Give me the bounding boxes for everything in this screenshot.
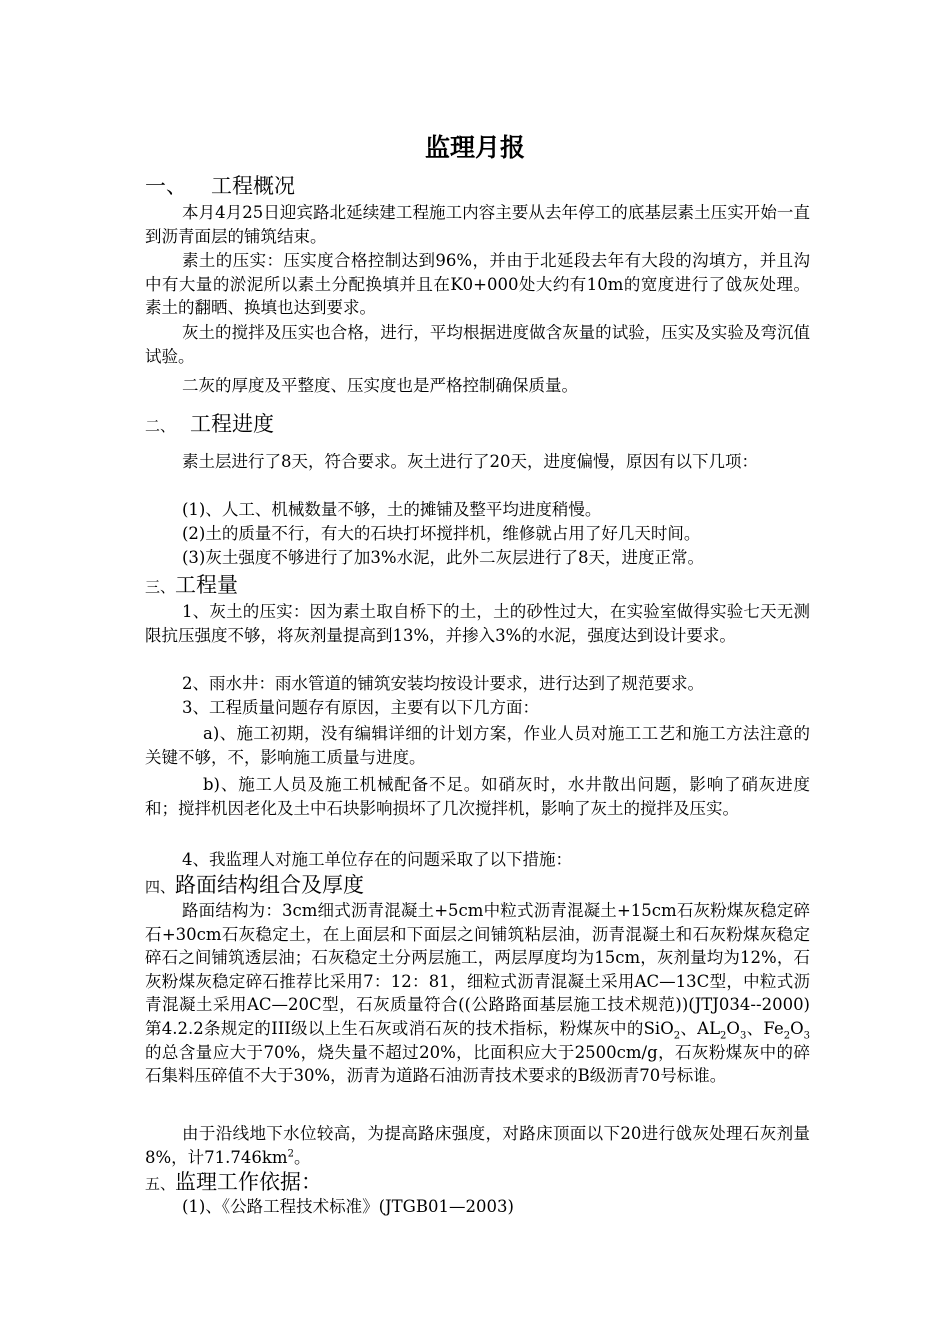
paragraph: 素土的压实：压实度合格控制达到96%，并由于北延段去年有大段的沟填方，并且沟中有大量的淤泥所以素土分配换填并且在K0+000处大约有10m的宽度进行了戗灰处理。素土的翻晒、换填也达到要求。 [145, 251, 810, 318]
paragraph: b)、施工人员及施工机械配备不足。如硝灰时，水井散出问题，影响了硝灰进度和；搅拌机因老化及土中石块影响损坏了几次搅拌机，影响了灰土的搅拌及压实。 [145, 775, 810, 818]
paragraph-groundwater [145, 1122, 810, 1169]
page-title: 监理月报 [424, 133, 525, 162]
paragraph: 4、我监理人对施工单位存在的问题采取了以下措施： [182, 850, 572, 869]
paragraph: 2、雨水井：雨水管道的铺筑安装均按设计要求，进行达到了规范要求。 [182, 674, 704, 693]
section-heading-2 [145, 410, 274, 440]
paragraph: 1、灰土的压实：因为素土取自桥下的土，土的砂性过大，在实验室做得实验七天无测限抗压强度不够，将灰剂量提高到13%，并掺入3%的水泥，强度达到设计要求。 [145, 602, 810, 645]
paragraph: 灰土的搅拌及压实也合格，进行，平均根据进度做含灰量的试验，压实及实验及弯沉值试验。 [145, 323, 810, 366]
section-number-4: 四、 [145, 878, 176, 896]
paragraph-pavement-structure [145, 899, 810, 1088]
section-title-1: 工程概况 [211, 174, 295, 198]
section-heading-4 [145, 871, 364, 901]
section-heading-3 [145, 571, 238, 601]
paragraph: 素土层进行了8天，符合要求。灰土进行了20天，进度偏慢，原因有以下几项： [182, 452, 758, 471]
section-title-4: 路面结构组合及厚度 [175, 873, 365, 897]
paragraph: 3、工程质量问题存有原因，主要有以下几方面： [182, 698, 539, 717]
list-item: (1)、人工、机械数量不够，土的摊铺及整平均进度稍慢。 [182, 500, 602, 519]
section-number-1: 一、 [145, 174, 187, 198]
section-title-2: 工程进度 [190, 412, 274, 436]
superscript: 2 [287, 1148, 294, 1160]
section-number-5: 五、 [145, 1175, 176, 1193]
section-title-5: 监理工作依据： [175, 1170, 323, 1194]
chem-formula: SiO$_2$、$AL_2O_3$、$Fe_2O_3$ [643, 1018, 810, 1042]
list-item: (3)灰土强度不够进行了加3%水泥，此外二灰层进行了8天，进度正常。 [182, 548, 705, 567]
paragraph: 二灰的厚度及平整度、压实度也是严格控制确保质量。 [182, 376, 578, 395]
section-number-2: 二、 [145, 417, 176, 435]
section-title-3: 工程量 [175, 573, 239, 597]
paragraph: a)、施工初期，没有编辑详细的计划方案，作业人员对施工工艺和施工方法注意的关键不够，不，影响施工质量与进度。 [145, 724, 810, 767]
section-number-3: 三、 [145, 578, 176, 596]
list-item: (1)、《公路工程技术标准》(JTGB01—2003) [182, 1197, 514, 1216]
text-run: 。 [293, 1147, 311, 1167]
text-run: 由于沿线地下水位较高，为提高路床强度，对路床顶面以下20进行戗灰处理石灰剂量8%，计71.746km [145, 1124, 810, 1167]
list-item: (2)土的质量不行，有大的石块打坏搅拌机，维修就占用了好几天时间。 [182, 524, 701, 543]
text-run: 路面结构为：3cm细式沥青混凝土+5cm中粒式沥青混凝土+15cm石灰粉煤灰稳定碎石+30cm石灰稳定土，在上面层和下面层之间铺筑粘层油，沥青混凝土和石灰粉煤灰稳定碎石之间铺筑透层油；石灰稳定土分两层施工，两层厚度均为15cm，灰剂量均为12%，石灰粉煤灰稳定碎石推荐比采用7：12：81，细粒式沥青混凝土采用AC—13C型，中粒式沥青混凝土采用AC—20C型，石灰质量符合((公路路面基层施工技术规范))(JTJ034--2000)第4.2.2条规定的III级以上生石灰或消石灰的技术指标，粉煤灰中的 [145, 901, 810, 1038]
section-heading-5 [145, 1168, 322, 1198]
section-heading-1 [145, 172, 295, 200]
paragraph: 本月4月25日迎宾路北延续建工程施工内容主要从去年停工的底基层素土压实开始一直到沥青面层的铺筑结束。 [145, 203, 810, 246]
text-run: 的总含量应大于70%，烧失量不超过20%，比面积应大于2500cm/g，石灰粉煤灰中的碎石集料压碎值不大于30%，沥青为道路石油沥青技术要求的B级沥青70号标谁。 [145, 1042, 810, 1086]
